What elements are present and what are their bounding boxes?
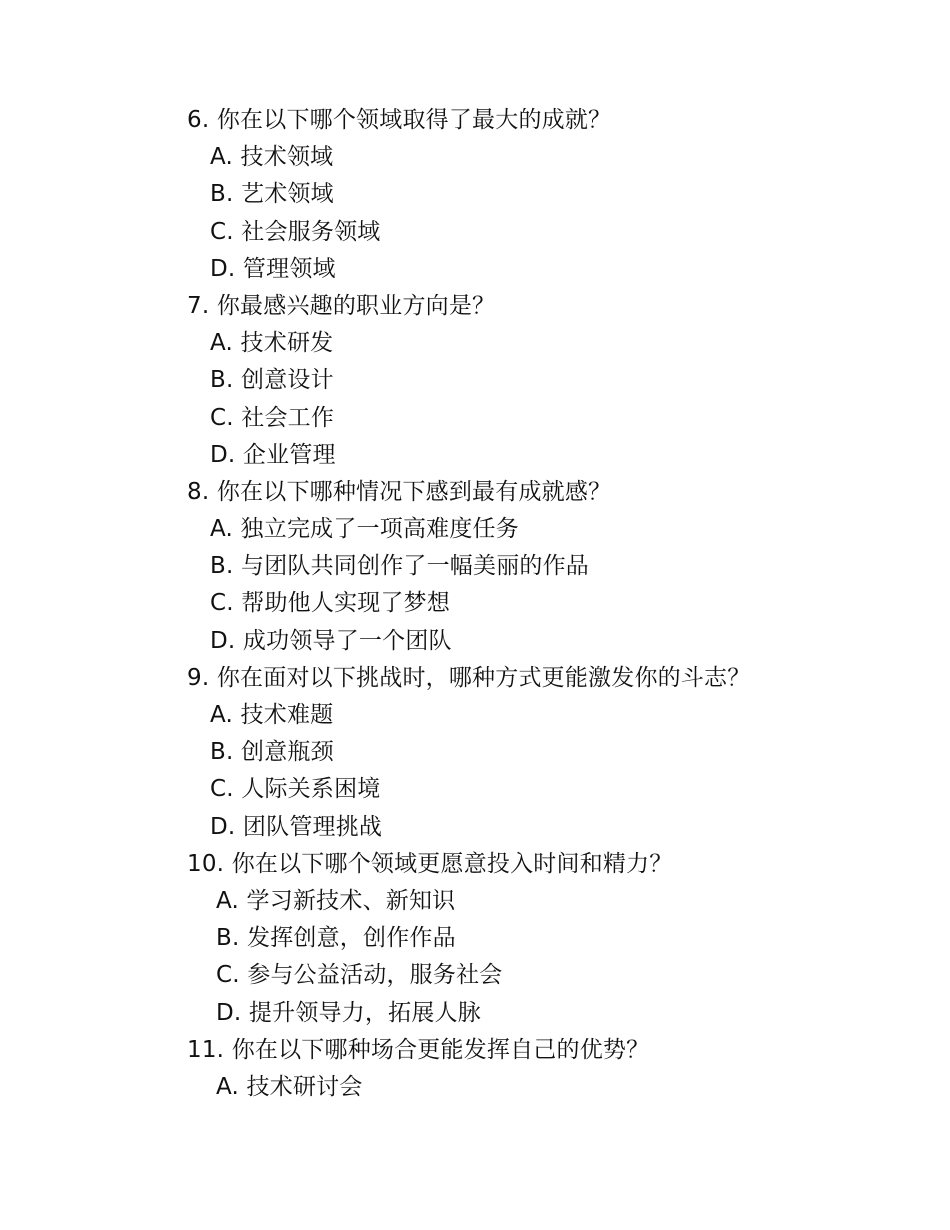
questionnaire	[187, 102, 907, 1106]
question-10-option-c: C. 参与公益活动，服务社会	[216, 962, 503, 989]
question-11: 11. 你在以下哪种场合更能发挥自己的优势？	[187, 1036, 650, 1063]
question-6: 6. 你在以下哪个领域取得了最大的成就？	[187, 107, 612, 133]
question-6-option-b: B. 艺术领域	[210, 181, 334, 208]
question-8-option-c: C. 帮助他人实现了梦想	[210, 590, 451, 617]
question-8-option-d: D. 成功领导了一个团队	[210, 627, 452, 654]
question-8-option-a: A. 独立完成了一项高难度任务	[210, 516, 519, 543]
question-8: 8. 你在以下哪种情况下感到最有成就感？	[187, 478, 612, 505]
question-6-option-d: D. 管理领域	[210, 255, 336, 282]
question-10-option-a: A. 学习新技术、新知识	[216, 887, 456, 914]
question-6-option-a: A. 技术领域	[210, 144, 334, 171]
question-7-option-a: A. 技术研发	[210, 330, 334, 357]
question-10: 10. 你在以下哪个领域更愿意投入时间和精力？	[187, 850, 673, 877]
question-8-option-b: B. 与团队共同创作了一幅美丽的作品	[210, 553, 590, 580]
question-11-option-a: A. 技术研讨会	[216, 1073, 363, 1100]
question-6-option-c: C. 社会服务领域	[210, 218, 381, 245]
question-7-option-b: B. 创意设计	[210, 367, 334, 394]
question-9-option-b: B. 创意瓶颈	[210, 739, 334, 766]
question-7: 7. 你最感兴趣的职业方向是？	[187, 292, 496, 319]
question-7-option-c: C. 社会工作	[210, 404, 335, 431]
question-10-option-b: B. 发挥创意，创作作品	[216, 925, 456, 952]
question-9: 9. 你在面对以下挑战时，哪种方式更能激发你的斗志？	[187, 664, 751, 691]
question-9-option-d: D. 团队管理挑战	[210, 813, 383, 840]
question-10-option-d: D. 提升领导力，拓展人脉	[216, 999, 481, 1026]
question-7-option-d: D. 企业管理	[210, 441, 336, 468]
question-9-option-c: C. 人际关系困境	[210, 776, 381, 803]
question-9-option-a: A. 技术难题	[210, 702, 334, 728]
